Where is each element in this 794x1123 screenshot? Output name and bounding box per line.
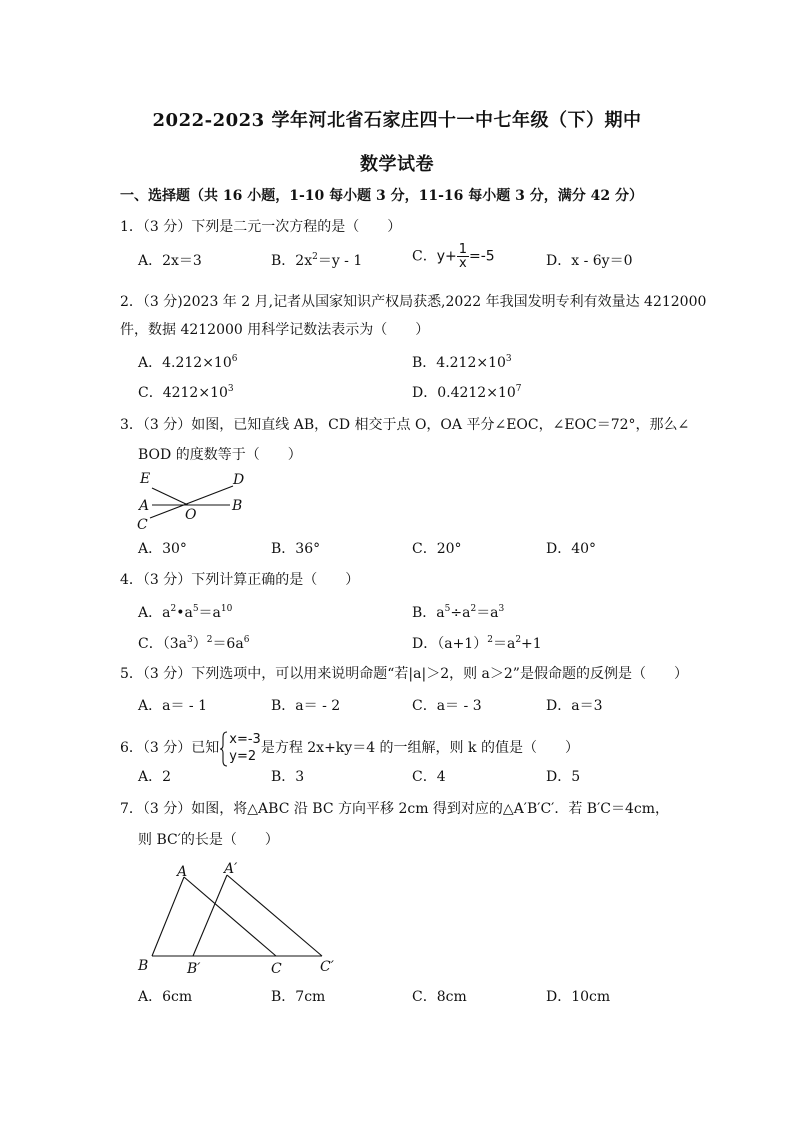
q5-option-a: A．a＝ - 1	[138, 698, 207, 714]
q7-label-c: C	[271, 961, 282, 977]
q4-option-d: D．$(a+1)^2=a^2+1$	[412, 635, 542, 652]
q2-stem-line1: 2．（3 分)2023 年 2 月,记者从国家知识产权局获悉,2022 年我国发明专利有效量达 4212000	[120, 294, 707, 310]
q3-label-b: B	[232, 498, 243, 514]
ray-oe	[152, 488, 188, 505]
q7-option-c: C．8cm	[412, 989, 467, 1005]
q6-option-c: C．4	[412, 769, 446, 785]
q4-option-b: B．$a^5\div a^2=a^3$	[412, 604, 505, 621]
q3-stem-line1: 3．（3 分）如图，已知直线 AB，CD 相交于点 O，OA 平分∠EOC，∠EOC＝72°，那么∠	[120, 417, 690, 433]
q5-stem: 5．（3 分）下列选项中，可以用来说明命题“若|a|＞2，则 a＞2”是假命题的反例是（ ）	[120, 666, 688, 682]
q5-option-b: B．a＝ - 2	[271, 698, 341, 714]
q7-option-d: D．10cm	[546, 989, 611, 1005]
q2-option-b: B．$4.212\times 10^3$	[412, 354, 512, 371]
q7-label-c-prime: C′	[320, 959, 334, 975]
exam-title-line2: 数学试卷	[360, 154, 434, 175]
q5-option-c: C．a＝ - 3	[412, 698, 482, 714]
q3-figure	[130, 466, 260, 536]
q7-stem-line2: 则 BC′的长是（ ）	[138, 832, 279, 848]
q1-fraction: $\frac{1}{x}$	[458, 242, 468, 271]
q4-option-c: C．$(3a^3)^2=6a^6$	[138, 635, 250, 652]
q2-option-a: A．$4.212\times 10^6$	[138, 354, 238, 371]
side-a2c2	[227, 875, 322, 956]
q5-option-d: D．a＝3	[546, 698, 603, 714]
q7-figure	[130, 855, 350, 980]
q3-option-c: C．20°	[412, 541, 462, 557]
q2-stem-line2: 件，数据 4212000 用科学记数法表示为（ ）	[120, 322, 430, 338]
q6-equation-system: x=-3 y=2	[219, 731, 261, 765]
q1-stem: 1．（3 分）下列是二元一次方程的是（ ）	[120, 219, 402, 235]
q1-option-d: D．x - 6y＝0	[546, 253, 633, 269]
q2-option-c: C．$4212\times 10^3$	[138, 384, 234, 401]
q6-option-b: B．3	[271, 769, 305, 785]
q6-option-a: A．2	[138, 769, 172, 785]
q3-label-o: O	[185, 507, 197, 523]
q3-label-c: C	[137, 517, 148, 533]
q2-option-d: D．$0.4212\times 10^7$	[412, 384, 522, 401]
q6-stem: 6．（3 分）已知 x=-3 y=2 是方程 2x+ky＝4 的一组解，则 k 的值是（ ）	[120, 731, 579, 765]
q4-stem: 4．（3 分）下列计算正确的是（ ）	[120, 572, 360, 588]
q6-option-d: D．5	[546, 769, 581, 785]
q7-option-a: A．6cm	[138, 989, 193, 1005]
section-heading: 一、选择题（共 16 小题，1-10 每小题 3 分，11-16 每小题 3 分，满分 42 分）	[120, 188, 643, 204]
q7-label-b: B	[138, 958, 149, 974]
q3-option-a: A．30°	[138, 541, 187, 557]
side-ab	[152, 877, 184, 956]
q3-stem-line2: BOD 的度数等于（ ）	[138, 447, 302, 463]
q3-option-b: B．36°	[271, 541, 321, 557]
q3-option-d: D．40°	[546, 541, 597, 557]
q7-stem-line1: 7．（3 分）如图，将△ABC 沿 BC 方向平移 2cm 得到对应的△A′B′C′．若 B′C＝4cm，	[120, 801, 669, 817]
q1-option-a: A．2x＝3	[138, 253, 202, 269]
q3-label-d: D	[233, 472, 245, 488]
q3-label-a: A	[139, 498, 150, 514]
q7-option-b: B．7cm	[271, 989, 326, 1005]
q1-option-b: B．$2x^2=y - 1$	[271, 252, 363, 269]
q7-label-b-prime: B′	[187, 961, 201, 977]
q4-option-a: A．$a^2•a^5=a^{10}$	[138, 604, 233, 621]
q7-label-a-prime: A′	[224, 861, 238, 877]
q3-label-e: E	[140, 471, 151, 487]
exam-title-line1: 2022-2023 学年河北省石家庄四十一中七年级（下）期中	[152, 110, 642, 131]
q1-option-c: C．y+ $\frac{1}{x}$ =-5	[412, 242, 495, 271]
q7-label-a: A	[177, 864, 188, 880]
side-a2b2	[193, 875, 227, 956]
